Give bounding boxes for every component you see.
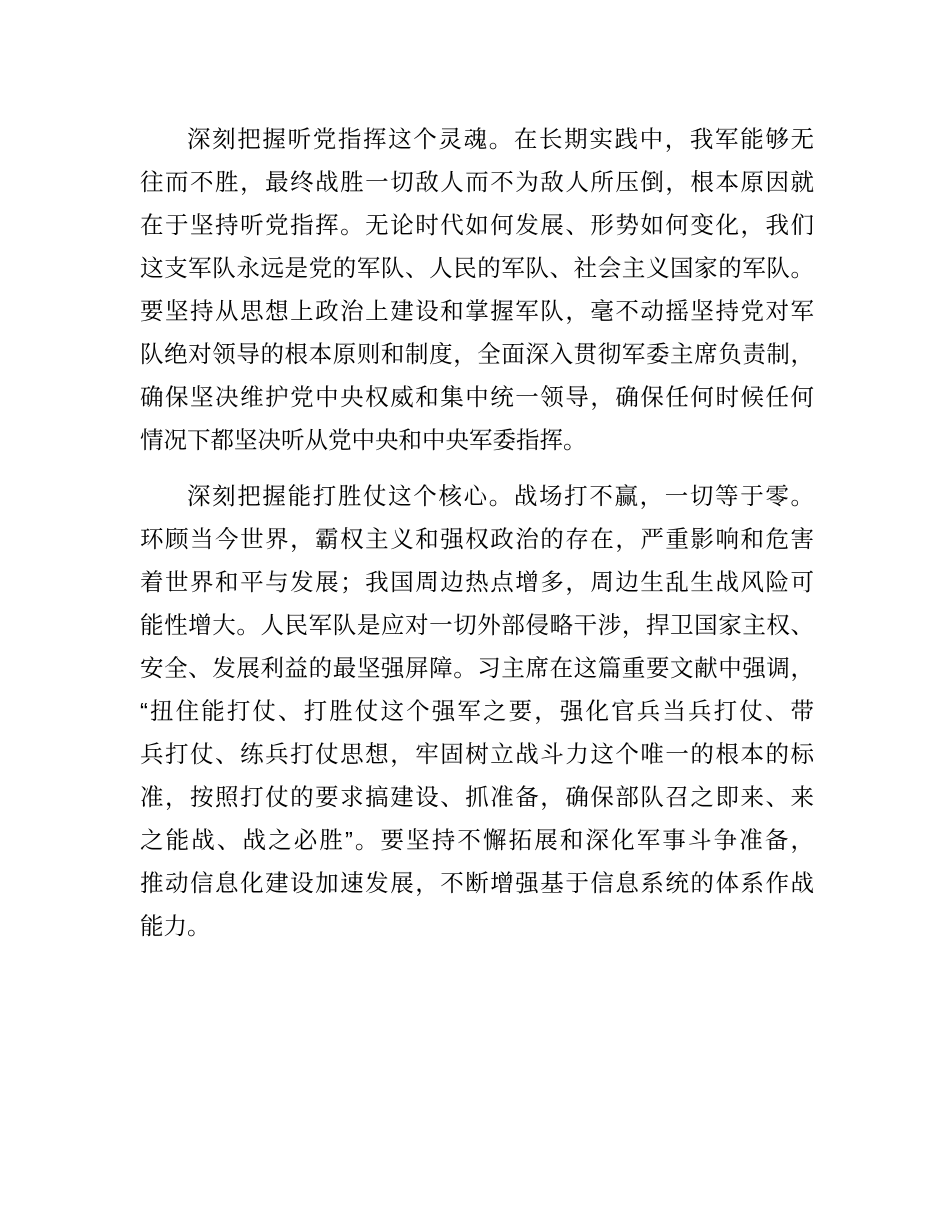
text-line: 能性增大。人民军队是应对一切外部侵略干涉，捍卫国家主权、 [140,612,814,638]
document-text-block [140,118,814,948]
paragraph-2 [140,475,814,948]
text-line: 能力。 [140,913,211,939]
text-line: “扭住能打仗、打胜仗这个强军之要，强化官兵当兵打仗、带 [140,698,814,724]
text-line: 深刻把握能打胜仗这个核心。战场打不赢，一切等于零。 [187,483,814,509]
text-line: 环顾当今世界，霸权主义和强权政治的存在，严重影响和危害 [140,526,814,552]
text-line: 在于坚持听党指挥。无论时代如何发展、形势如何变化，我们 [140,212,814,238]
text-line: 兵打仗、练兵打仗思想，牢固树立战斗力这个唯一的根本的标 [140,741,814,767]
text-line: 推动信息化建设加速发展，不断增强基于信息系统的体系作战 [140,870,814,896]
text-line: 着世界和平与发展；我国周边热点增多，周边生乱生战风险可 [140,569,814,595]
text-line: 情况下都坚决听从党中央和中央军委指挥。 [140,427,587,453]
paragraph-1 [140,118,814,462]
text-line: 之能战、战之必胜”。要坚持不懈拓展和深化军事斗争准备， [140,827,814,853]
text-line: 确保坚决维护党中央权威和集中统一领导，确保任何时候任何 [140,384,814,410]
text-line: 要坚持从思想上政治上建设和掌握军队，毫不动摇坚持党对军 [140,298,814,324]
text-line: 深刻把握听党指挥这个灵魂。在长期实践中，我军能够无 [187,126,814,152]
text-line: 这支军队永远是党的军队、人民的军队、社会主义国家的军队。 [140,255,814,281]
text-line: 往而不胜，最终战胜一切敌人而不为敌人所压倒，根本原因就 [140,169,814,195]
text-line: 安全、发展利益的最坚强屏障。习主席在这篇重要文献中强调， [140,655,814,681]
text-line: 准，按照打仗的要求搞建设、抓准备，确保部队召之即来、来 [140,784,814,810]
text-line: 队绝对领导的根本原则和制度，全面深入贯彻军委主席负责制， [140,341,814,367]
